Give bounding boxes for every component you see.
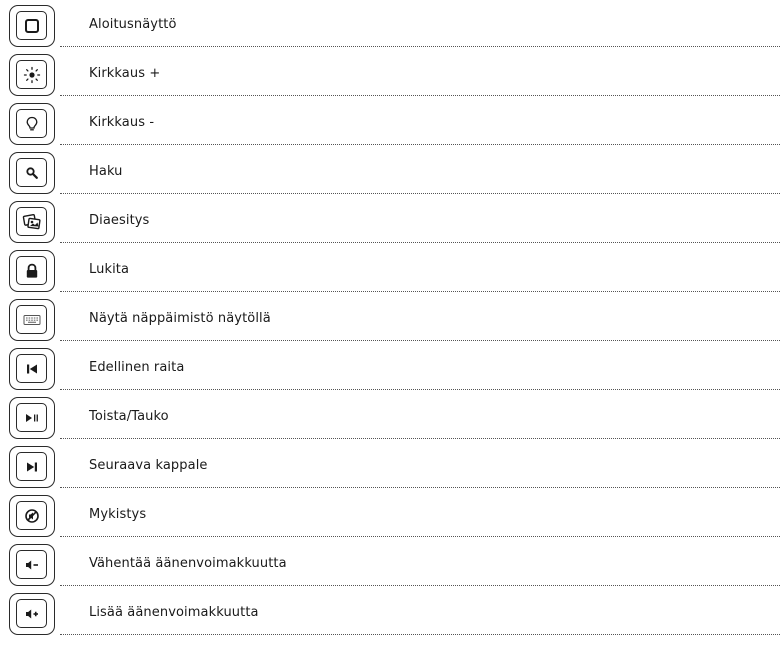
volume-down-icon <box>24 559 40 571</box>
list-item <box>0 245 782 294</box>
key-frame <box>9 593 55 635</box>
slideshow-icon <box>22 213 42 231</box>
list-item <box>0 441 782 490</box>
previous-track-icon <box>25 363 39 375</box>
list-item <box>0 98 782 147</box>
shortcut-label: Vähentää äänenvoimakkuutta <box>89 556 287 571</box>
shortcut-label: Lukita <box>89 262 130 277</box>
key-frame <box>9 103 55 145</box>
list-item <box>0 343 782 392</box>
list-item <box>0 490 782 539</box>
key-frame <box>9 5 55 47</box>
list-item <box>0 49 782 98</box>
keyboard-icon <box>23 314 41 326</box>
shortcut-label: Toista/Tauko <box>89 409 169 424</box>
list-item <box>0 539 782 588</box>
shortcut-label: Kirkkaus - <box>89 115 155 130</box>
list-item <box>0 196 782 245</box>
key-frame <box>9 152 55 194</box>
shortcut-label: Kirkkaus + <box>89 66 161 81</box>
key-frame <box>9 544 55 586</box>
list-item <box>0 588 782 637</box>
next-track-icon <box>25 461 39 473</box>
lock-icon <box>24 263 40 279</box>
list-item <box>0 0 782 49</box>
shortcut-label: Diaesitys <box>89 213 150 228</box>
key-frame <box>9 250 55 292</box>
shortcut-label: Näytä näppäimistö näytöllä <box>89 311 271 326</box>
shortcut-label: Seuraava kappale <box>89 458 208 473</box>
mute-icon <box>24 508 40 524</box>
key-frame <box>9 299 55 341</box>
key-frame <box>9 54 55 96</box>
brightness-up-icon <box>23 66 41 84</box>
shortcut-label: Edellinen raita <box>89 360 185 375</box>
key-frame <box>9 201 55 243</box>
search-icon <box>25 166 39 180</box>
shortcut-label: Mykistys <box>89 507 147 522</box>
list-item <box>0 294 782 343</box>
volume-up-icon <box>24 608 40 620</box>
brightness-down-icon <box>25 116 39 132</box>
key-frame <box>9 397 55 439</box>
list-item <box>0 392 782 441</box>
shortcut-label: Lisää äänenvoimakkuutta <box>89 605 259 620</box>
key-frame <box>9 446 55 488</box>
list-item <box>0 147 782 196</box>
shortcut-label: Haku <box>89 164 123 179</box>
shortcut-label: Aloitusnäyttö <box>89 17 177 32</box>
key-frame <box>9 348 55 390</box>
play-pause-icon <box>24 412 40 424</box>
home-square-icon <box>24 18 40 34</box>
key-frame <box>9 495 55 537</box>
